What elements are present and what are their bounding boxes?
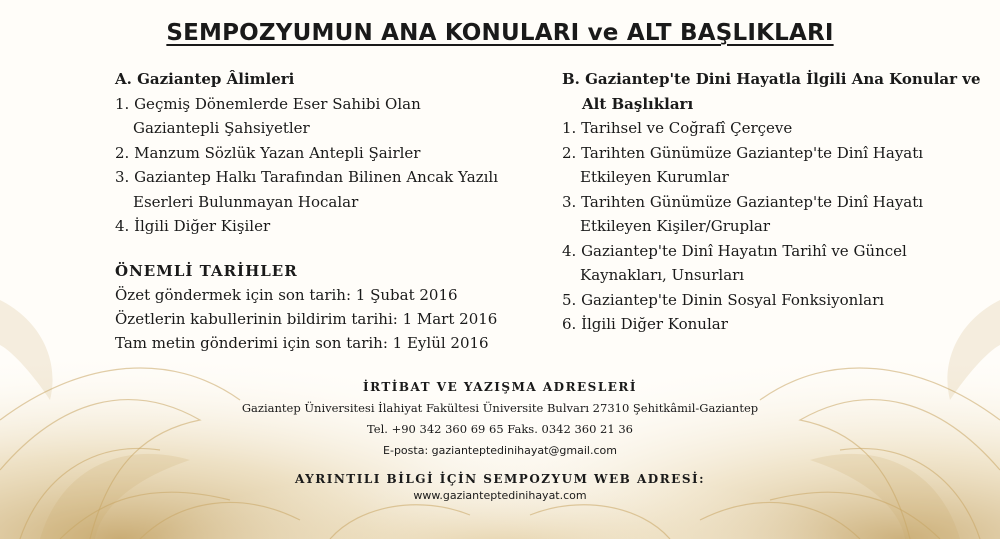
item-line: 3. Gaziantep Halkı Tarafından Bilinen Ancak Yazılı [115, 168, 498, 186]
section-a-heading: A. Gaziantep Âlimleri [115, 70, 295, 88]
page-title [0, 20, 1000, 46]
section-a [115, 67, 535, 239]
section-a-item-1 [115, 92, 535, 141]
section-b-item-6 [562, 312, 982, 337]
item-line: 4. İlgili Diğer Kişiler [115, 217, 271, 235]
section-b-item-2 [562, 141, 982, 190]
web-block [0, 470, 1000, 504]
section-b-item-3 [562, 190, 982, 239]
item-line: 2. Manzum Sözlük Yazan Antepli Şairler [115, 143, 421, 162]
section-b-item-5 [562, 288, 982, 313]
page-title-text: SEMPOZYUMUN ANA KONULARI ve ALT BAŞLIKLARI [166, 20, 834, 46]
item-line: Etkileyen Kurumlar [580, 168, 729, 186]
contact-phone: Tel. +90 342 360 69 65 Faks. 0342 360 21 36 [367, 422, 633, 436]
contact-email[interactable]: E-posta: gazianteptedinihayat@gmail.com [383, 444, 617, 457]
item-line: 6. İlgili Diğer Konular [562, 315, 728, 333]
section-a-item-4 [115, 214, 535, 239]
section-b-heading-cont: Alt Başlıkları [582, 94, 694, 113]
item-line: 1. Geçmiş Dönemlerde Eser Sahibi Olan [115, 94, 421, 113]
date-line: Özetlerin kabullerinin bildirim tarihi: 1 Mart 2016 [115, 310, 498, 328]
section-a-item-2 [115, 141, 535, 166]
section-b [562, 67, 982, 337]
web-url-link[interactable]: www.gazianteptedinihayat.com [413, 489, 587, 502]
section-a-item-3 [115, 165, 535, 214]
item-line: Eserleri Bulunmayan Hocalar [133, 192, 359, 211]
item-line: Kaynakları, Unsurları [580, 266, 745, 284]
item-line: 3. Tarihten Günümüze Gaziantep'te Dinî Hayatı [562, 192, 924, 211]
item-line: 1. Tarihsel ve Coğrafî Çerçeve [562, 119, 793, 137]
section-b-item-1 [562, 116, 982, 141]
item-line: 2. Tarihten Günümüze Gaziantep'te Dinî Hayatı [562, 143, 924, 162]
section-b-heading: B. Gaziantep'te Dini Hayatla İlgili Ana Konular ve [562, 70, 981, 88]
important-dates [115, 259, 535, 355]
date-line: Özet göndermek için son tarih: 1 Şubat 2016 [115, 286, 458, 304]
item-line: 5. Gaziantep'te Dinin Sosyal Fonksiyonları [562, 290, 885, 309]
item-line: Etkileyen Kişiler/Gruplar [580, 217, 771, 235]
date-line: Tam metin gönderimi için son tarih: 1 Eylül 2016 [115, 334, 489, 352]
contact-block [0, 377, 1000, 504]
important-dates-heading: ÖNEMLİ TARİHLER [115, 262, 298, 280]
item-line: 4. Gaziantep'te Dinî Hayatın Tarihî ve Güncel [562, 241, 907, 260]
section-b-item-4 [562, 239, 982, 288]
item-line: Gaziantepli Şahsiyetler [133, 119, 310, 137]
contact-heading: İRTİBAT VE YAZIŞMA ADRESLERİ [362, 380, 638, 394]
contact-address: Gaziantep Üniversitesi İlahiyat Fakültesi Üniversite Bulvarı 27310 Şehitkâmil-Gaziantep [241, 401, 759, 415]
web-heading: AYRINTILI BİLGİ İÇİN SEMPOZYUM WEB ADRESİ: [294, 472, 706, 486]
